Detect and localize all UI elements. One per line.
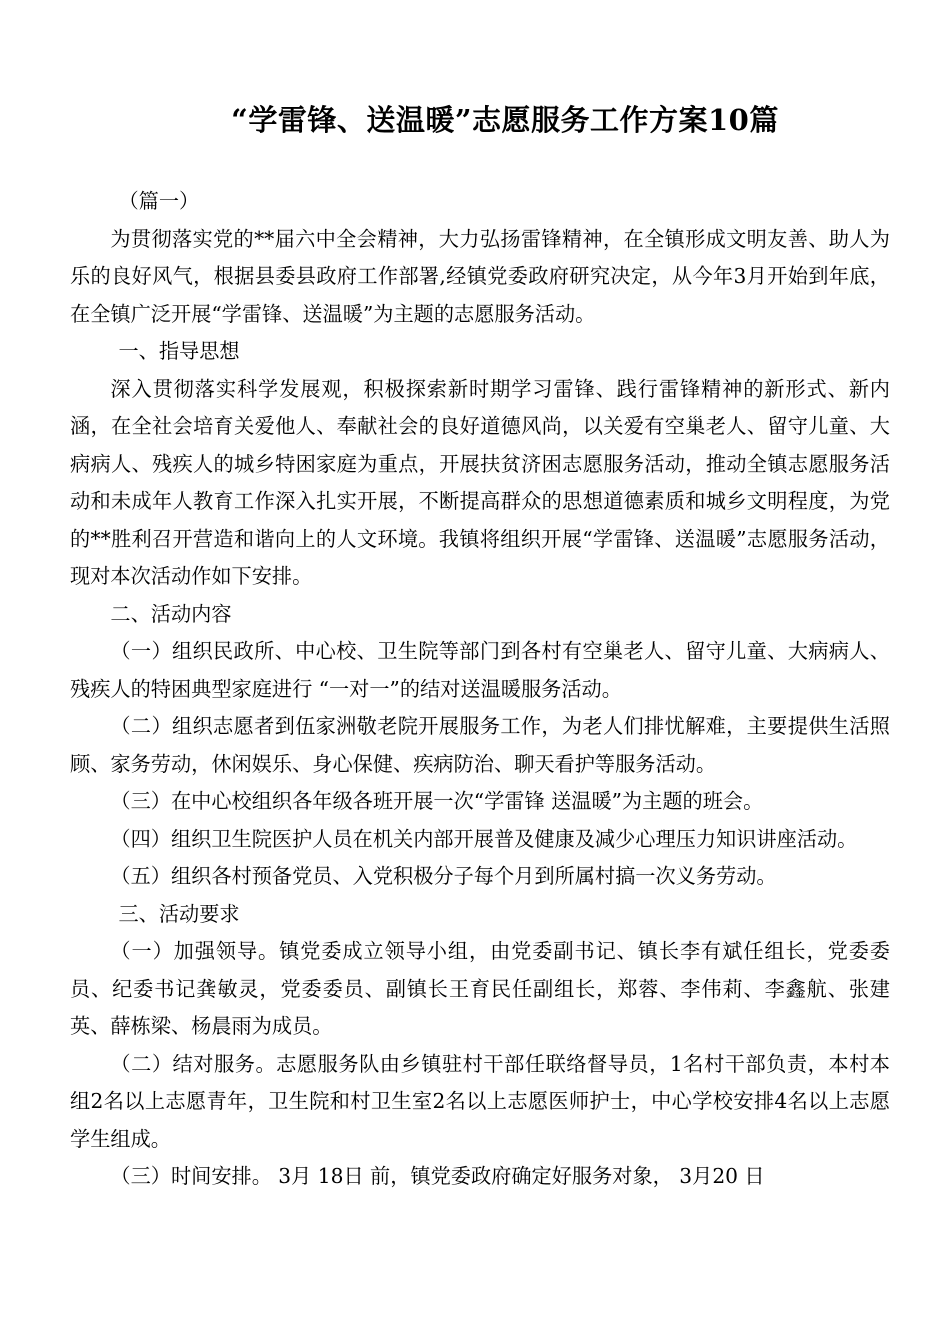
heading-activity-content: 二、活动内容 [110, 601, 232, 626]
activity-item-4: （四）组织卫生院医护人员在机关内部开展普及健康及减少心理压力知识讲座活动。 [110, 826, 858, 851]
requirement-item-3: （三）时间安排。 3月 18日 前，镇党委政府确定好服务对象， 3月20 日 [110, 1164, 765, 1188]
activity-item-2: （二）组织志愿者到伍家洲敬老院开展服务工作，为老人们排忧解难，主要提供生活照顾、家务劳动，休闲娱乐、身心保健、疾病防治、聊天看护等服务活动。 [70, 714, 890, 776]
document-body [70, 183, 890, 1196]
activity-item-5: （五）组织各村预备党员、入党积极分子每个月到所属村搞一次义务劳动。 [110, 864, 777, 888]
intro-paragraph: 为贯彻落实党的**届六中全会精神，大力弘扬雷锋精神，在全镇形成文明友善、助人为乐的良好风气，根据县委县政府工作部署,经镇党委政府研究决定，从今年3月开始到年底，在全镇广泛开展“学雷锋、送温暖”为主题的志愿服务活动。 [70, 226, 890, 326]
requirement-item-2: （二）结对服务。志愿服务队由乡镇驻村干部任联络督导员，1名村干部负责，本村本组2名以上志愿青年，卫生院和村卫生室2名以上志愿医师护士，中心学校安排4名以上志愿学生组成。 [70, 1051, 890, 1151]
section-label-pian-yi: （篇一） [118, 189, 200, 213]
activity-item-3: （三）在中心校组织各年级各班开展一次“学雷锋 送温暖”为主题的班会。 [110, 789, 764, 813]
heading-activity-requirements: 三、活动要求 [118, 901, 240, 926]
requirement-item-1: （一）加强领导。镇党委成立领导小组，由党委副书记、镇长李有斌任组长，党委委员、纪委书记龚敏灵，党委委员、副镇长王育民任副组长，郑蓉、李伟莉、李鑫航、张建英、薛栋梁、杨晨雨为成员。 [70, 939, 890, 1038]
document-title: “学雷锋、送温暖”志愿服务工作方案10篇 [231, 103, 779, 137]
guiding-thought-paragraph: 深入贯彻落实科学发展观，积极探索新时期学习雷锋、践行雷锋精神的新形式、新内涵，在全社会培育关爱他人、奉献社会的良好道德风尚，以关爱有空巢老人、留守儿童、大病病人、残疾人的城乡特困家庭为重点，开展扶贫济困志愿服务活动，推动全镇志愿服务活动和未成年人教育工作深入扎实开展，不断提高群众的思想道德素质和城乡文明程度，为党的**胜利召开营造和谐向上的人文环境。我镇将组织开展“学雷锋、送温暖”志愿服务活动，现对本次活动作如下安排。 [70, 376, 890, 588]
heading-guiding-thought: 一、指导思想 [118, 339, 240, 363]
activity-item-1: （一）组织民政所、中心校、卫生院等部门到各村有空巢老人、留守儿童、大病病人、残疾人的特困典型家庭进行 “一对一”的结对送温暖服务活动。 [70, 639, 890, 701]
